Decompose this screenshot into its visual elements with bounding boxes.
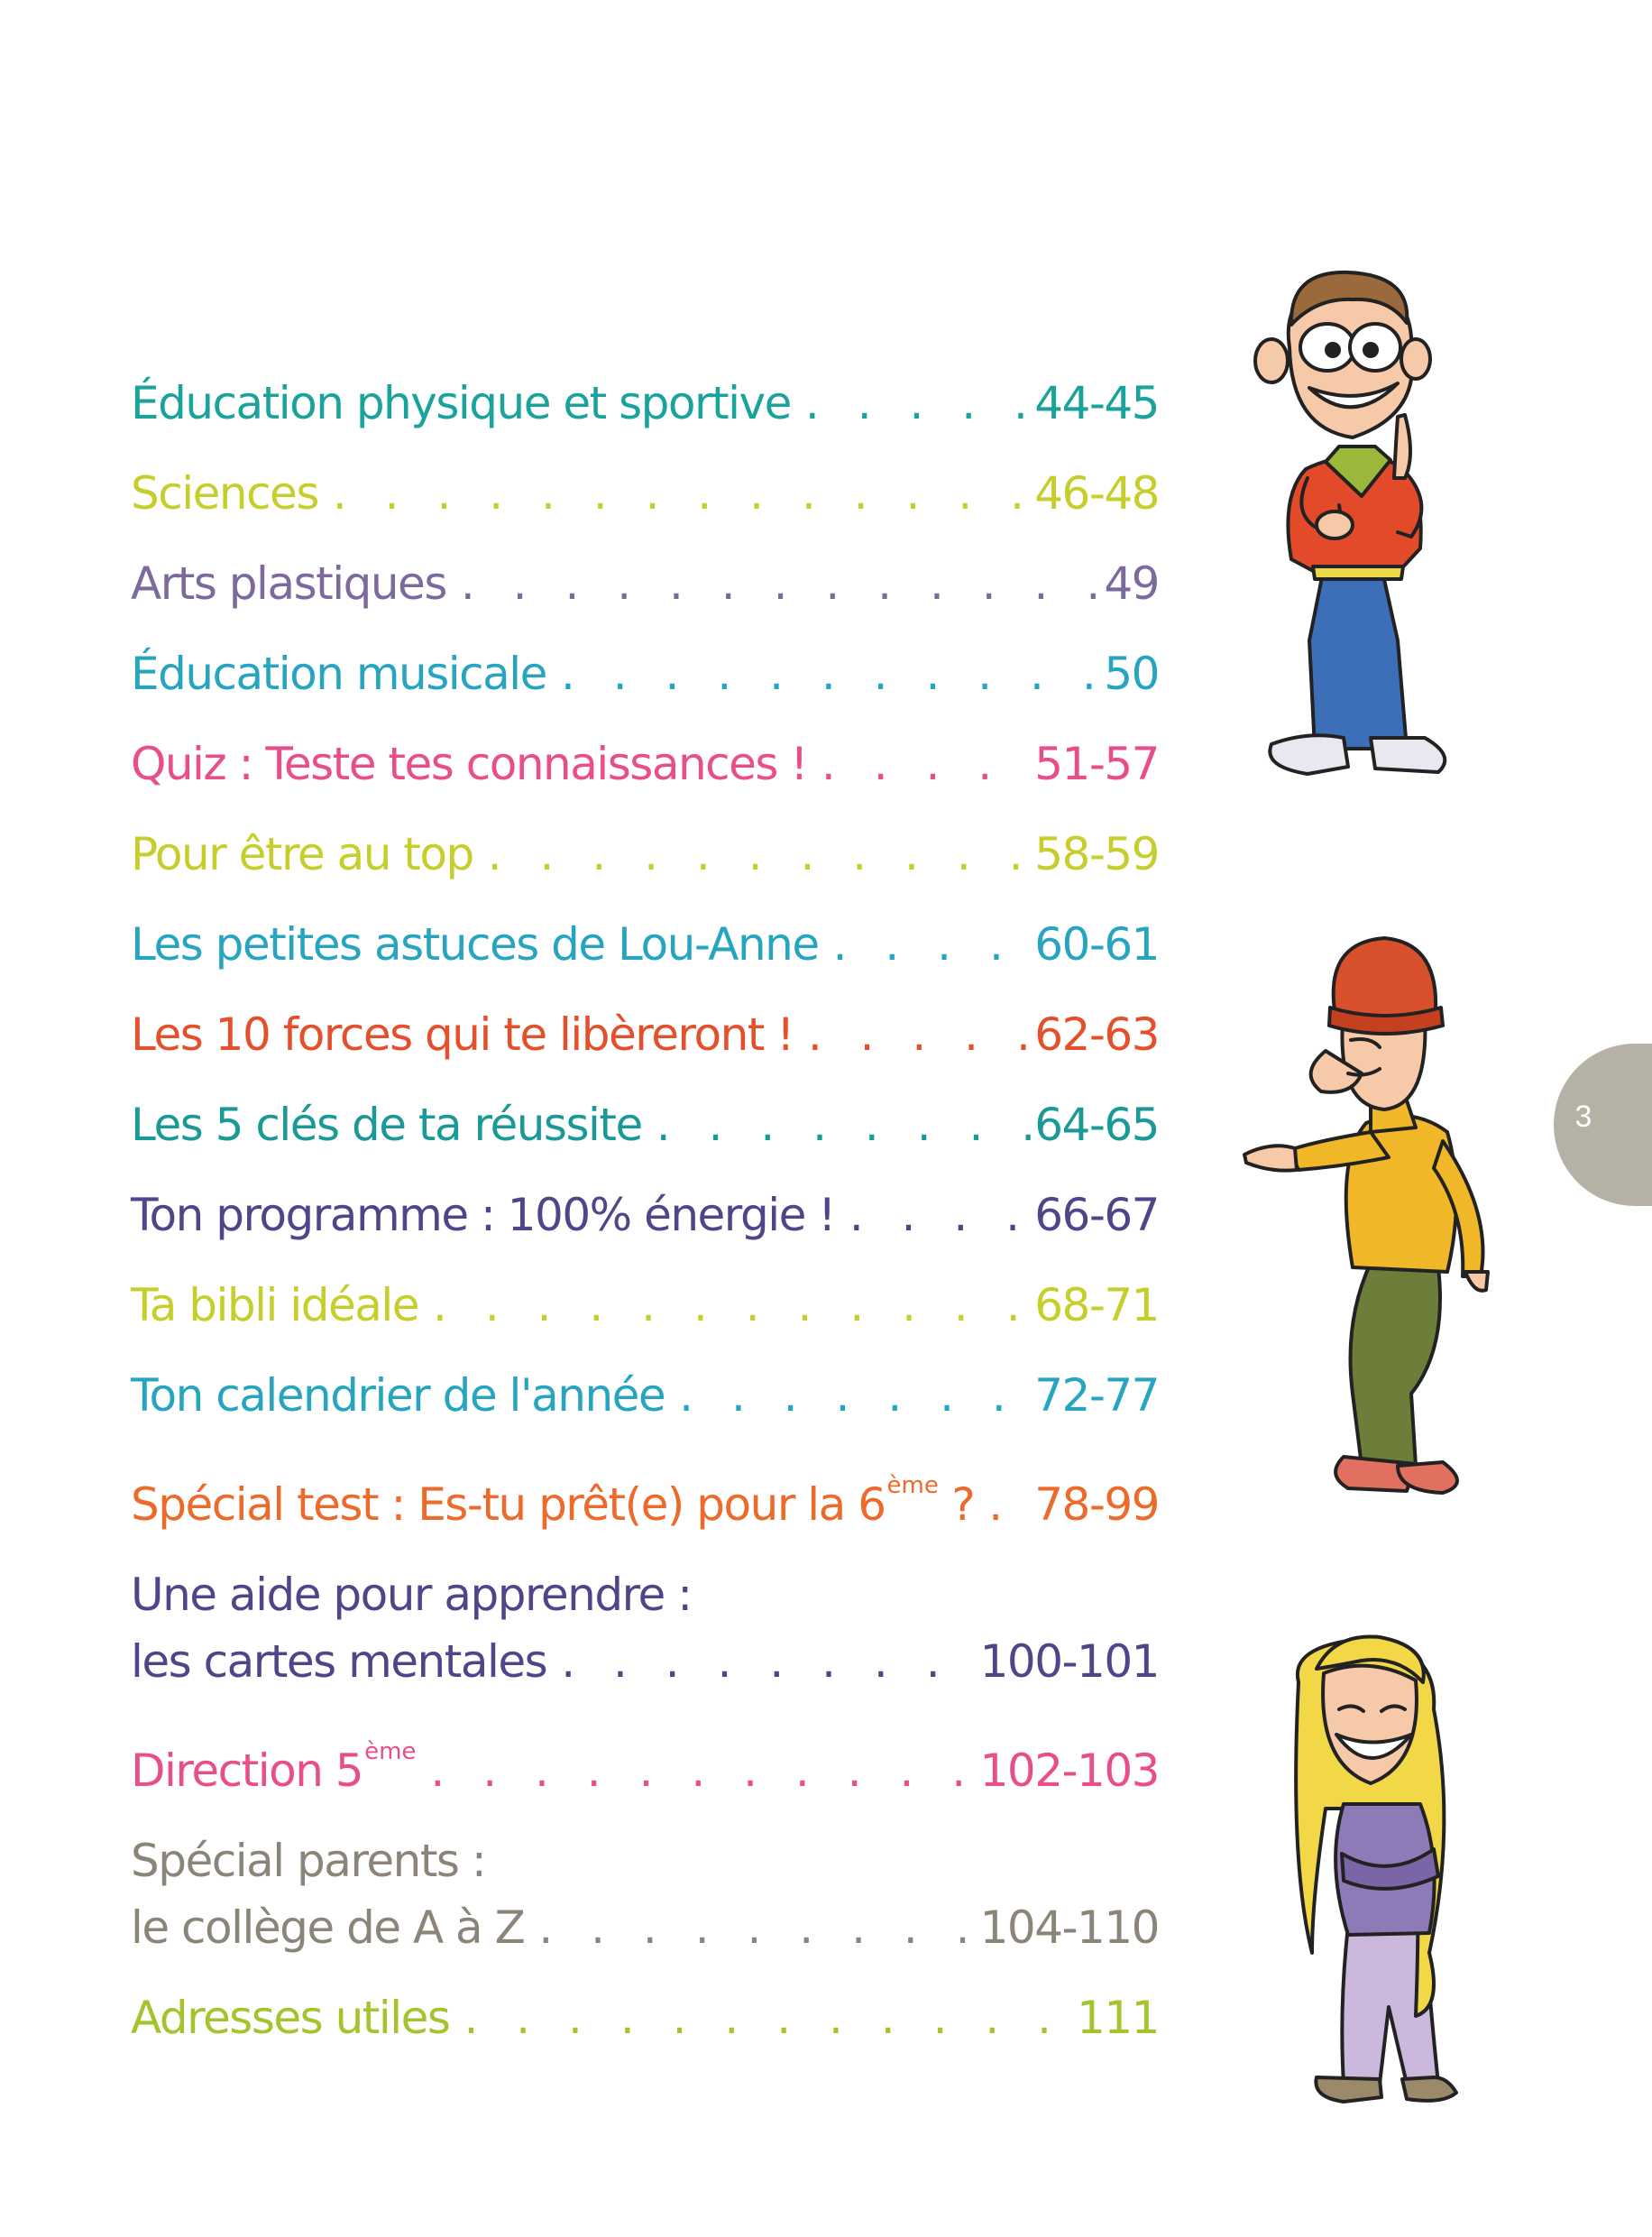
toc-entry-title: Les 5 clés de ta réussite <box>131 1099 642 1151</box>
boy-with-glasses-illustration <box>1226 262 1488 803</box>
dot-leader <box>835 1182 1034 1248</box>
toc-entry[interactable] <box>131 1272 1159 1339</box>
dot-leader <box>473 821 1034 888</box>
toc-entry[interactable] <box>131 640 1159 707</box>
toc-entry[interactable] <box>131 1452 1159 1538</box>
toc-entry[interactable] <box>131 460 1159 527</box>
toc-entry-pages: 66-67 <box>1034 1189 1159 1241</box>
toc-entry-pages: 58-59 <box>1034 828 1159 880</box>
page-number-tab <box>1554 1044 1652 1206</box>
toc-entry[interactable] <box>131 1362 1159 1429</box>
toc-entry[interactable] <box>131 911 1159 978</box>
toc-entry-title: les cartes mentales <box>131 1635 547 1688</box>
toc-entry[interactable] <box>131 370 1159 437</box>
toc-entry-pages: 102-103 <box>979 1744 1159 1797</box>
superscript: ème <box>364 1738 417 1765</box>
toc-entry[interactable] <box>131 1182 1159 1248</box>
toc-entry-pages: 49 <box>1104 557 1159 610</box>
toc-entry-title-line1: Spécial parents : <box>131 1835 486 1887</box>
toc-entry-title: Ton calendrier de l'année <box>131 1369 665 1422</box>
toc-entry-title: Quiz : Teste tes connaissances ! <box>131 738 807 790</box>
toc-entry-pages: 51-57 <box>1034 738 1159 790</box>
toc-entry-pages: 64-65 <box>1034 1099 1159 1151</box>
dot-leader <box>416 1737 979 1804</box>
toc-entry-title: Éducation physique et sportive <box>131 377 791 429</box>
toc-entry-title: le collège de A à Z <box>131 1901 525 1954</box>
dot-leader <box>546 640 1104 707</box>
toc-entry-pages: 62-63 <box>1034 1008 1159 1061</box>
toc-entry-title: Éducation musicale <box>131 648 546 700</box>
blonde-girl-illustration <box>1262 1628 1488 2115</box>
toc-entry[interactable] <box>131 550 1159 617</box>
toc-entry-title-text: Spécial test : Es-tu prêt(e) pour la 6 <box>131 1478 886 1531</box>
toc-entry-pages: 104-110 <box>979 1901 1159 1954</box>
toc-entry-title: Les 10 forces qui te libèreront ! <box>131 1008 794 1061</box>
toc-entry[interactable] <box>131 1091 1159 1158</box>
dot-leader <box>449 1984 1077 2051</box>
toc-entry-title-line1: Une aide pour apprendre : <box>131 1569 692 1621</box>
toc-entry-pages: 68-71 <box>1034 1279 1159 1331</box>
toc-entry[interactable] <box>131 1001 1159 1068</box>
toc-entry[interactable] <box>131 1984 1159 2051</box>
toc-entry-title: Arts plastiques <box>131 557 446 610</box>
toc-entry-pages: 111 <box>1077 1992 1159 2044</box>
toc-entry-pages: 60-61 <box>1034 918 1159 971</box>
dot-leader <box>807 731 1034 797</box>
toc-entry-title: Ta bibli idéale <box>131 1279 419 1331</box>
dot-leader <box>974 1471 1034 1538</box>
toc-entry[interactable] <box>131 731 1159 797</box>
toc-entry-pages: 72-77 <box>1034 1369 1159 1422</box>
dot-leader <box>819 911 1035 978</box>
toc-entry-pages: 46-48 <box>1034 467 1159 520</box>
toc-entry-title-end: ? <box>938 1478 975 1531</box>
dot-leader <box>791 370 1034 437</box>
teen-with-beanie-illustration <box>1235 925 1515 1502</box>
page-number: 3 <box>1574 1100 1592 1134</box>
toc-entry-pages: 100-101 <box>979 1635 1159 1688</box>
toc-entry[interactable] <box>131 1561 1159 1695</box>
dot-leader <box>418 1272 1034 1339</box>
dot-leader <box>446 550 1105 617</box>
dot-leader <box>794 1001 1034 1068</box>
dot-leader <box>524 1894 979 1961</box>
toc-entry-title: Ton programme : 100% énergie ! <box>131 1189 835 1241</box>
dot-leader <box>546 1628 979 1695</box>
table-of-contents <box>131 370 1159 2051</box>
toc-entry-pages: 50 <box>1104 648 1159 700</box>
dot-leader <box>642 1091 1034 1158</box>
toc-entry-title <box>131 1452 974 1538</box>
toc-entry-pages: 44-45 <box>1034 377 1159 429</box>
toc-entry[interactable] <box>131 1827 1159 1961</box>
dot-leader <box>318 460 1034 527</box>
toc-entry[interactable] <box>131 1718 1159 1804</box>
toc-entry-title-text: Direction 5 <box>131 1744 363 1797</box>
toc-entry-title: Pour être au top <box>131 828 473 880</box>
toc-entry-pages: 78-99 <box>1034 1478 1159 1531</box>
toc-entry-title: Sciences <box>131 467 318 520</box>
toc-entry-title: Adresses utiles <box>131 1992 450 2044</box>
dot-leader <box>665 1362 1034 1429</box>
toc-entry-title: Les petites astuces de Lou-Anne <box>131 918 819 971</box>
toc-entry-title <box>131 1718 416 1804</box>
toc-entry[interactable] <box>131 821 1159 888</box>
superscript: ème <box>886 1472 939 1499</box>
